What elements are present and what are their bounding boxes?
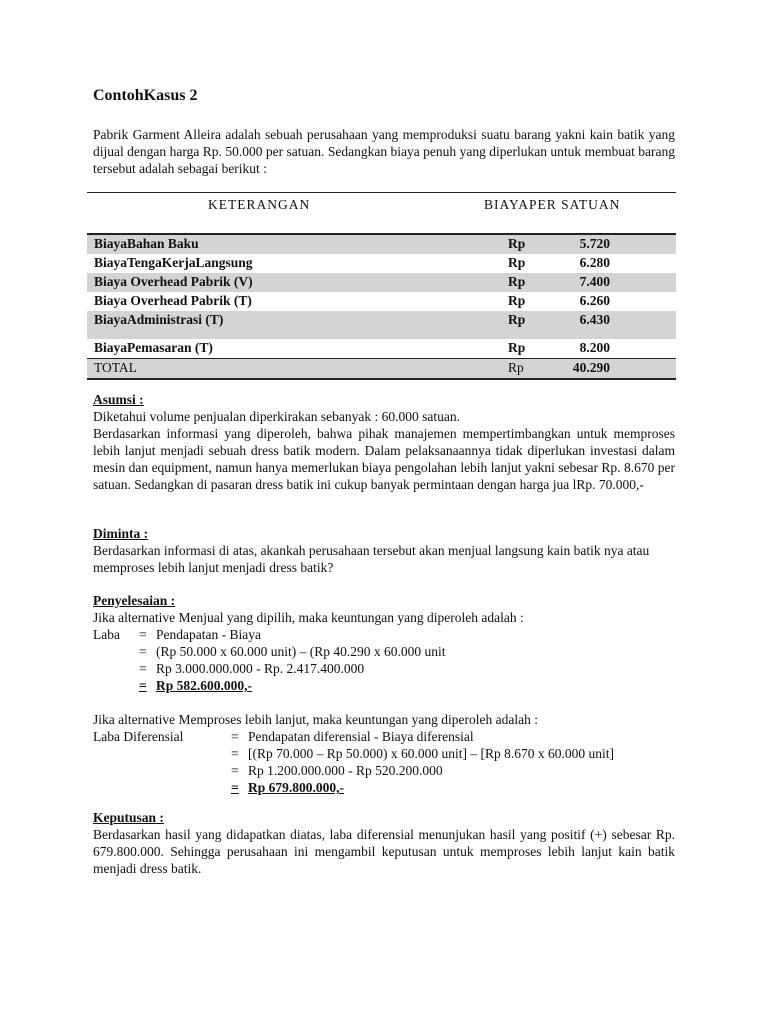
asumsi-line: Diketahui volume penjualan diperkirakan sebanyak : 60.000 satuan. xyxy=(93,409,461,424)
row-label: BiayaAdministrasi (T) xyxy=(94,312,224,327)
asumsi-paragraph: Berdasarkan informasi yang diperoleh, bahwa pihak manajemen mempertimbangkan untuk memproses lebih lanjut menjadi sebuah dress batik modern. Dalam pelaksanaannya tidak diperlukan investasi dalam mesin dan equipment, namun hanya memerlukan biaya pengolahan lebih lanjut yakni sebesar Rp. 8.670 per satuan. Sedangkan di pasaran dress batik ini cukup banyak permintaan dengan harga jua lRp. 70.000,- xyxy=(93,426,675,492)
table-spacer-row xyxy=(87,330,676,339)
total-value: 40.290 xyxy=(572,360,610,375)
diff-result: Rp 679.800.000,- xyxy=(248,780,345,795)
row-label: BiayaBahan Baku xyxy=(94,236,199,251)
total-label: TOTAL xyxy=(94,360,137,375)
spacer xyxy=(93,694,675,711)
row-currency: Rp xyxy=(508,255,526,270)
header-biaya-per-satuan: BIAYAPER SATUAN xyxy=(484,197,621,212)
equals-sign: = xyxy=(231,763,239,778)
laba-line xyxy=(93,643,675,660)
row-value: 7.400 xyxy=(579,274,610,289)
diff-line xyxy=(93,745,675,762)
laba-label: Laba xyxy=(93,627,120,642)
row-currency: Rp xyxy=(508,293,526,308)
row-currency: Rp xyxy=(508,236,526,251)
row-value: 6.430 xyxy=(579,312,610,327)
laba-formula: Rp 3.000.000.000 - Rp. 2.417.400.000 xyxy=(156,661,365,676)
total-currency: Rp xyxy=(508,360,524,375)
penyelesaian-section xyxy=(93,592,675,796)
equals-sign: = xyxy=(231,729,239,744)
diminta-heading: Diminta : xyxy=(93,526,149,541)
alt-memproses-intro: Jika alternative Memproses lebih lanjut, maka keuntungan yang diperoleh adalah : xyxy=(93,712,538,727)
table-row xyxy=(87,311,676,330)
header-keterangan: KETERANGAN xyxy=(208,197,311,212)
diff-formula: Pendapatan diferensial - Biaya diferensial xyxy=(248,729,474,744)
diminta-paragraph: Berdasarkan informasi di atas, akankah perusahaan tersebut akan menjual langsung kain batik nya atau memproses lebih lanjut menjadi dress batik? xyxy=(93,543,650,575)
diminta-section xyxy=(93,525,675,576)
equals-sign: = xyxy=(231,746,239,761)
keputusan-heading: Keputusan : xyxy=(93,810,164,825)
table-row xyxy=(87,339,676,358)
equals-sign: = xyxy=(139,678,147,693)
table-row xyxy=(87,233,676,254)
laba-result: Rp 582.600.000,- xyxy=(156,678,253,693)
table-total-row xyxy=(87,358,676,380)
table-row xyxy=(87,292,676,311)
alt-menjual-intro: Jika alternative Menjual yang dipilih, maka keuntungan yang diperoleh adalah : xyxy=(93,610,524,625)
table-header xyxy=(87,192,676,233)
table-row xyxy=(87,254,676,273)
page-title: ContohKasus 2 xyxy=(93,87,198,104)
keputusan-paragraph: Berdasarkan hasil yang didapatkan diatas, laba diferensial menunjukan hasil yang positif (+) sebesar Rp. 679.800.000. Sehingga perusahaan ini mengambil keputusan untuk memproses lebih lanjut kain batik menjadi dress batik. xyxy=(93,827,675,876)
diff-line xyxy=(93,728,675,745)
equals-sign: = xyxy=(139,627,147,642)
row-label: Biaya Overhead Pabrik (V) xyxy=(94,274,253,289)
laba-line xyxy=(93,626,675,643)
keputusan-section xyxy=(93,809,675,877)
laba-formula: Pendapatan - Biaya xyxy=(156,627,261,642)
row-value: 8.200 xyxy=(579,340,610,355)
table-row xyxy=(87,273,676,292)
row-currency: Rp xyxy=(508,340,526,355)
row-value: 5.720 xyxy=(579,236,610,251)
row-value: 6.280 xyxy=(579,255,610,270)
row-label: BiayaPemasaran (T) xyxy=(94,340,213,355)
equals-sign: = xyxy=(139,644,147,659)
asumsi-section xyxy=(93,391,675,493)
laba-diferensial-label: Laba Diferensial xyxy=(93,729,184,744)
asumsi-heading: Asumsi : xyxy=(93,392,144,407)
row-label: Biaya Overhead Pabrik (T) xyxy=(94,293,252,308)
cost-table xyxy=(87,192,676,380)
row-value: 6.260 xyxy=(579,293,610,308)
intro-paragraph: Pabrik Garment Alleira adalah sebuah perusahaan yang memproduksi suatu barang yakni kain batik yang dijual dengan harga Rp. 50.000 per satuan. Sedangkan biaya penuh yang diperlukan untuk membuat barang tersebut adalah sebagai berikut : xyxy=(93,127,675,176)
laba-result-line xyxy=(93,677,675,694)
equals-sign: = xyxy=(231,780,239,795)
row-currency: Rp xyxy=(508,274,526,289)
penyelesaian-heading: Penyelesaian : xyxy=(93,593,176,608)
laba-line xyxy=(93,660,675,677)
row-label: BiayaTengaKerjaLangsung xyxy=(94,255,253,270)
equals-sign: = xyxy=(139,661,147,676)
diff-formula: Rp 1.200.000.000 - Rp 520.200.000 xyxy=(248,763,443,778)
diff-formula: [(Rp 70.000 – Rp 50.000) x 60.000 unit] – [Rp 8.670 x 60.000 unit] xyxy=(248,746,614,761)
diff-line xyxy=(93,762,675,779)
diff-result-line xyxy=(93,779,675,796)
laba-formula: (Rp 50.000 x 60.000 unit) – (Rp 40.290 x 60.000 unit xyxy=(156,644,446,659)
row-currency: Rp xyxy=(508,312,526,327)
